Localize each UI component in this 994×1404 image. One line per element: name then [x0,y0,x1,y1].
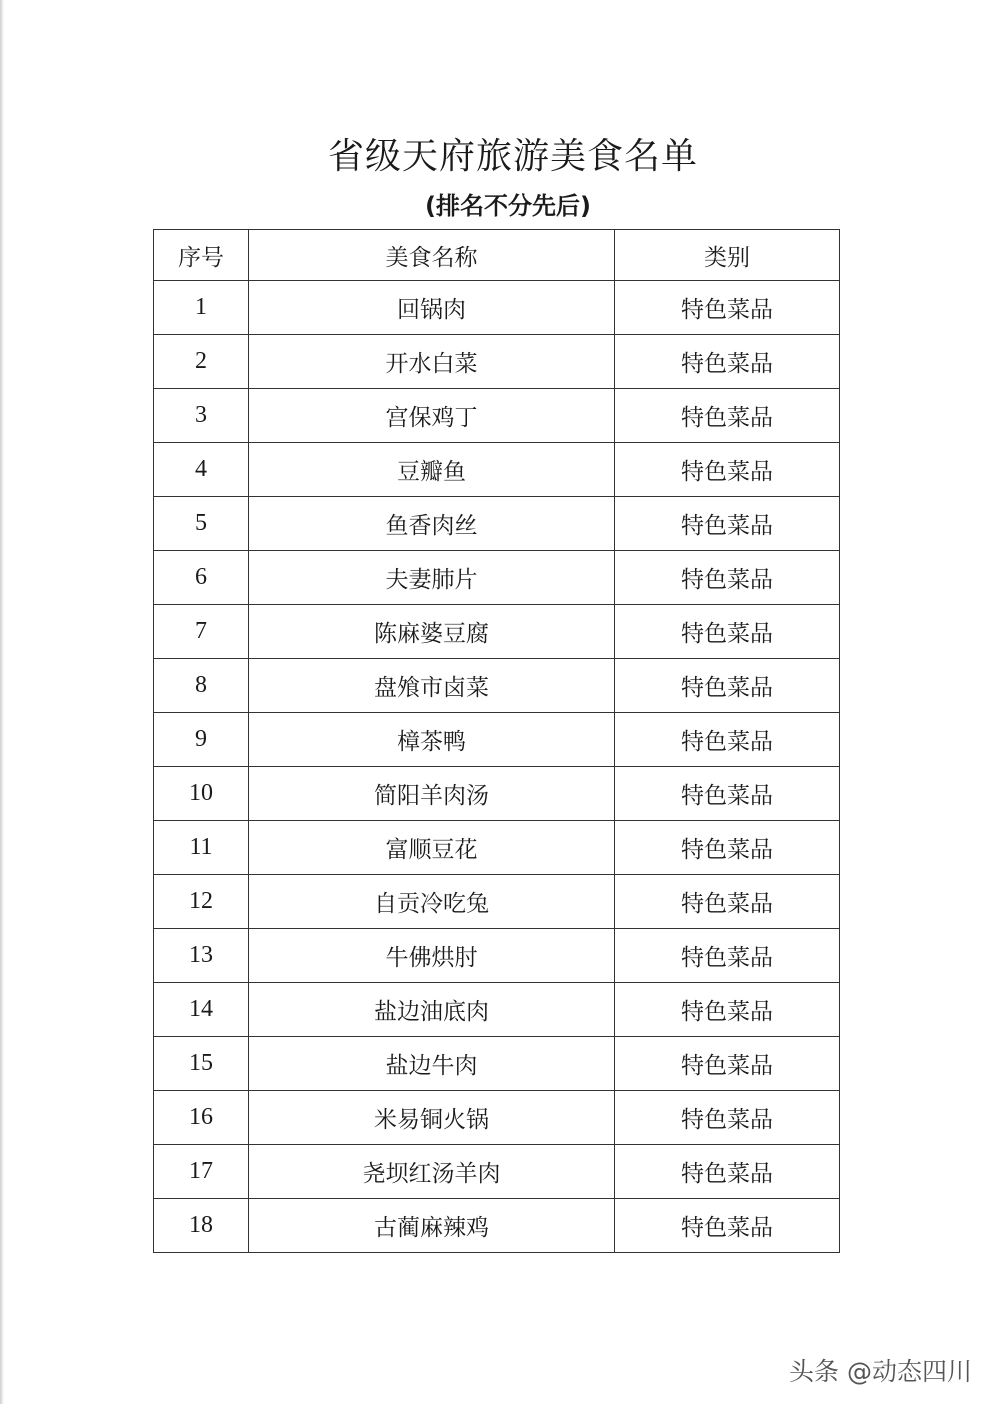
row-number: 17 [154,1145,249,1199]
row-category: 特色菜品 [615,551,840,605]
row-category: 特色菜品 [615,497,840,551]
document-title: 省级天府旅游美食名单 [327,136,698,177]
row-category: 特色菜品 [615,713,840,767]
row-food-name: 陈麻婆豆腐 [249,605,615,659]
row-food-name: 樟茶鸭 [249,713,615,767]
row-food-name: 宫保鸡丁 [249,389,615,443]
table-row [154,497,840,551]
row-number: 14 [154,983,249,1037]
header-food-name: 美食名称 [249,230,615,281]
food-list-table [153,229,840,1253]
row-category: 特色菜品 [615,875,840,929]
table-row [154,821,840,875]
row-food-name: 简阳羊肉汤 [249,767,615,821]
row-category: 特色菜品 [615,821,840,875]
row-category: 特色菜品 [615,929,840,983]
row-food-name: 米易铜火锅 [249,1091,615,1145]
row-number: 12 [154,875,249,929]
table-row [154,767,840,821]
table-row [154,713,840,767]
row-food-name: 开水白菜 [249,335,615,389]
row-food-name: 尧坝红汤羊肉 [249,1145,615,1199]
row-category: 特色菜品 [615,1145,840,1199]
table-row [154,929,840,983]
row-number: 10 [154,767,249,821]
row-number: 6 [154,551,249,605]
row-food-name: 豆瓣鱼 [249,443,615,497]
row-category: 特色菜品 [615,605,840,659]
table-row [154,1091,840,1145]
row-food-name: 盐边油底肉 [249,983,615,1037]
row-food-name: 盐边牛肉 [249,1037,615,1091]
row-number: 13 [154,929,249,983]
row-number: 18 [154,1199,249,1253]
table-row [154,983,840,1037]
row-food-name: 牛佛烘肘 [249,929,615,983]
row-food-name: 盘飧市卤菜 [249,659,615,713]
row-category: 特色菜品 [615,767,840,821]
row-food-name: 自贡冷吃兔 [249,875,615,929]
table-row [154,551,840,605]
row-category: 特色菜品 [615,1199,840,1253]
table-row [154,605,840,659]
row-category: 特色菜品 [615,281,840,335]
row-number: 1 [154,281,249,335]
row-category: 特色菜品 [615,443,840,497]
row-number: 11 [154,821,249,875]
row-category: 特色菜品 [615,983,840,1037]
row-category: 特色菜品 [615,335,840,389]
row-number: 3 [154,389,249,443]
row-food-name: 鱼香肉丝 [249,497,615,551]
row-category: 特色菜品 [615,389,840,443]
table-row [154,875,840,929]
row-number: 2 [154,335,249,389]
table-row [154,1145,840,1199]
row-category: 特色菜品 [615,1091,840,1145]
table-row [154,1037,840,1091]
table-header-row [154,230,840,281]
header-category: 类别 [615,230,840,281]
table-row [154,1199,840,1253]
table-row [154,389,840,443]
row-food-name: 回锅肉 [249,281,615,335]
row-number: 9 [154,713,249,767]
row-number: 4 [154,443,249,497]
header-number: 序号 [154,230,249,281]
row-food-name: 夫妻肺片 [249,551,615,605]
source-watermark: 头条 @动态四川 [789,1357,972,1386]
document-subtitle: (排名不分先后) [425,192,591,220]
row-category: 特色菜品 [615,1037,840,1091]
row-food-name: 古蔺麻辣鸡 [249,1199,615,1253]
row-number: 5 [154,497,249,551]
row-number: 7 [154,605,249,659]
row-number: 15 [154,1037,249,1091]
table-row [154,659,840,713]
row-number: 8 [154,659,249,713]
row-food-name: 富顺豆花 [249,821,615,875]
table-row [154,443,840,497]
row-category: 特色菜品 [615,659,840,713]
row-number: 16 [154,1091,249,1145]
table-row [154,335,840,389]
table-row [154,281,840,335]
